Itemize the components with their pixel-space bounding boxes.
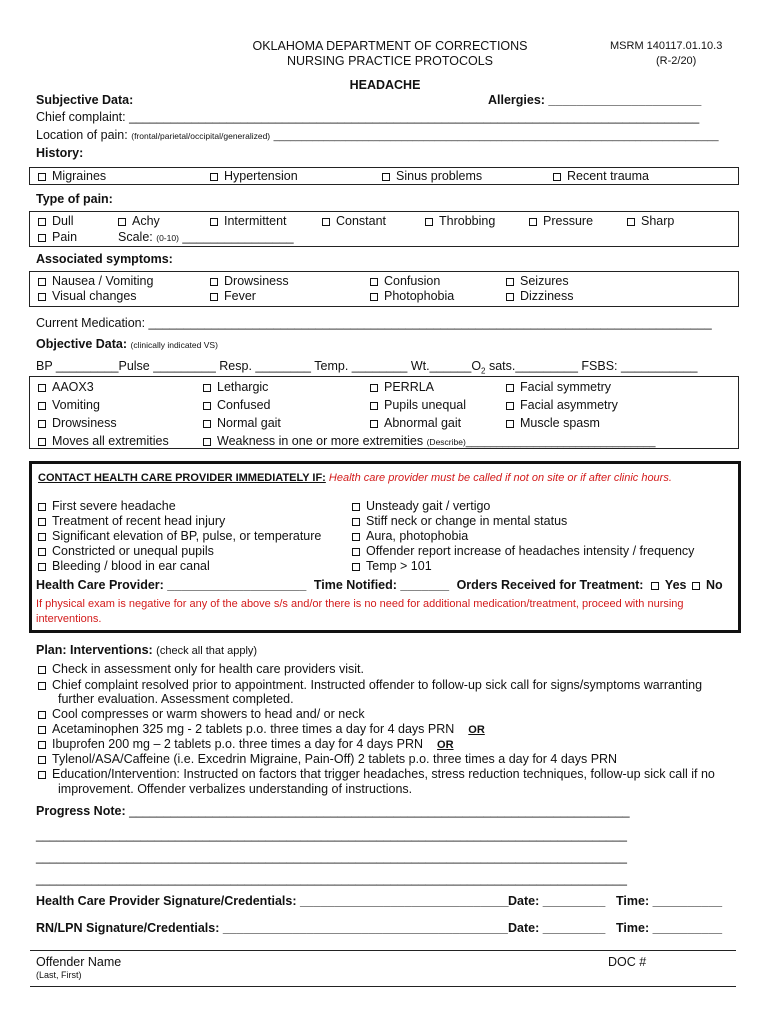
offender-name-hint: (Last, First) bbox=[36, 970, 82, 980]
assoc-photophobia[interactable]: Photophobia bbox=[370, 289, 454, 303]
doc-number-label[interactable]: DOC # bbox=[608, 955, 647, 969]
obj-moves-extremities[interactable]: Moves all extremities bbox=[38, 434, 169, 448]
checkbox-icon[interactable] bbox=[553, 173, 561, 181]
checkbox-icon[interactable] bbox=[322, 218, 330, 226]
pain-pain[interactable]: Pain bbox=[38, 230, 77, 244]
history-label: History: bbox=[36, 146, 84, 160]
offender-name-label[interactable]: Offender Name bbox=[36, 955, 122, 969]
checkbox-icon[interactable] bbox=[38, 771, 46, 779]
assoc-confusion[interactable]: Confusion bbox=[370, 274, 440, 288]
pain-type-label: Type of pain: bbox=[36, 192, 113, 206]
provider-field[interactable]: Health Care Provider: ____________________ bbox=[36, 578, 307, 592]
hcp-date-field[interactable]: Date: _________ bbox=[508, 894, 606, 908]
contact-offender-report[interactable]: Offender report increase of headaches intensity / frequency bbox=[352, 544, 694, 558]
checkbox-icon[interactable] bbox=[38, 518, 46, 526]
obj-vomiting[interactable]: Vomiting bbox=[38, 398, 100, 412]
plan-ibuprofen[interactable]: Ibuprofen 200 mg – 2 tablets p.o. three times a day for 4 days PRN OR bbox=[38, 737, 454, 751]
chief-complaint-field[interactable]: Chief complaint: __________________________________________________________________________________ bbox=[36, 110, 700, 124]
obj-normal-gait[interactable]: Normal gait bbox=[203, 416, 281, 430]
checkbox-icon[interactable] bbox=[370, 293, 378, 301]
checkbox-icon[interactable] bbox=[38, 756, 46, 764]
pain-pressure[interactable]: Pressure bbox=[529, 214, 593, 228]
time-notified-field[interactable]: Time Notified: _______ bbox=[313, 578, 450, 592]
checkbox-icon[interactable] bbox=[506, 293, 514, 301]
plan-education-cont: improvement. Offender verbalizes understanding of instructions. bbox=[58, 782, 413, 796]
checkbox-icon[interactable] bbox=[352, 548, 360, 556]
checkbox-icon[interactable] bbox=[38, 503, 46, 511]
checkbox-icon[interactable] bbox=[118, 218, 126, 226]
assoc-visual[interactable]: Visual changes bbox=[38, 289, 137, 303]
checkbox-icon[interactable] bbox=[506, 384, 514, 392]
obj-pupils-unequal[interactable]: Pupils unequal bbox=[370, 398, 466, 412]
checkbox-icon[interactable] bbox=[203, 384, 211, 392]
allergies-field[interactable]: Allergies: ______________________ bbox=[488, 93, 702, 107]
contact-aura[interactable]: Aura, photophobia bbox=[352, 529, 468, 543]
checkbox-icon[interactable] bbox=[38, 218, 46, 226]
checkbox-icon[interactable] bbox=[38, 548, 46, 556]
progress-line[interactable]: _____________________________________________________________________________________ bbox=[36, 850, 627, 864]
contact-warning: If physical exam is negative for any of the above s/s and/or there is no need for additional medication/treatment, proceed with nursing interventions. bbox=[36, 598, 684, 625]
or-label: OR bbox=[468, 724, 485, 736]
obj-abnormal-gait[interactable]: Abnormal gait bbox=[370, 416, 461, 430]
obj-confused[interactable]: Confused bbox=[203, 398, 271, 412]
checkbox-icon[interactable] bbox=[203, 438, 211, 446]
plan-resolved-cont: further evaluation. Assessment completed. bbox=[58, 692, 294, 706]
checkbox-icon[interactable] bbox=[38, 402, 46, 410]
contact-head-injury[interactable]: Treatment of recent head injury bbox=[38, 514, 225, 528]
history-migraines[interactable]: Migraines bbox=[38, 169, 106, 183]
checkbox-icon[interactable] bbox=[38, 234, 46, 242]
orders-label: Orders Received for Treatment: bbox=[456, 578, 644, 592]
plan-compresses[interactable]: Cool compresses or warm showers to head and/ or neck bbox=[38, 707, 365, 721]
location-label: Location of pain: bbox=[36, 128, 128, 142]
location-line: ________________________________________________________________________________ bbox=[273, 131, 719, 142]
checkbox-icon[interactable] bbox=[210, 293, 218, 301]
checkbox-icon[interactable] bbox=[529, 218, 537, 226]
pain-scale-field[interactable]: Scale: (0-10) ________________ bbox=[118, 230, 294, 244]
location-hint: (frontal/parietal/occipital/generalized) bbox=[131, 131, 271, 141]
checkbox-icon[interactable] bbox=[38, 666, 46, 674]
obj-lethargic[interactable]: Lethargic bbox=[203, 380, 268, 394]
checkbox-icon[interactable] bbox=[38, 682, 46, 690]
checkbox-icon[interactable] bbox=[38, 293, 46, 301]
footer-top-divider bbox=[30, 950, 736, 951]
plan-education[interactable]: Education/Intervention: Instructed on factors that trigger headaches, stress reduction techniques, follow-up sick call if no bbox=[38, 767, 715, 781]
pain-throbbing[interactable]: Throbbing bbox=[425, 214, 495, 228]
history-hypertension[interactable]: Hypertension bbox=[210, 169, 298, 183]
assoc-label: Associated symptoms: bbox=[36, 252, 173, 266]
plan-acetaminophen[interactable]: Acetaminophen 325 mg - 2 tablets p.o. three times a day for 4 days PRN OR bbox=[38, 722, 485, 736]
orders-yes[interactable]: Yes bbox=[651, 578, 687, 592]
checkbox-icon[interactable] bbox=[352, 533, 360, 541]
progress-line[interactable]: _____________________________________________________________________________________ bbox=[36, 828, 627, 842]
obj-weakness[interactable]: Weakness in one or more extremities (Describe)_______________________________ bbox=[203, 434, 655, 448]
department-title: OKLAHOMA DEPARTMENT OF CORRECTIONS bbox=[252, 39, 528, 53]
contact-elevation[interactable]: Significant elevation of BP, pulse, or temperature bbox=[38, 529, 321, 543]
checkbox-icon[interactable] bbox=[370, 420, 378, 428]
pain-achy[interactable]: Achy bbox=[118, 214, 160, 228]
checkbox-icon[interactable] bbox=[203, 420, 211, 428]
orders-no[interactable]: No bbox=[692, 578, 723, 592]
checkbox-icon[interactable] bbox=[370, 384, 378, 392]
checkbox-icon[interactable] bbox=[651, 582, 659, 590]
subjective-label: Subjective Data: bbox=[36, 93, 134, 107]
objective-header: Objective Data: (clinically indicated VS) bbox=[36, 337, 218, 351]
checkbox-icon[interactable] bbox=[210, 173, 218, 181]
obj-perrla[interactable]: PERRLA bbox=[370, 380, 434, 394]
contact-unsteady[interactable]: Unsteady gait / vertigo bbox=[352, 499, 490, 513]
plan-resolved[interactable]: Chief complaint resolved prior to appointment. Instructed offender to follow-up sick call for signs/symptoms warranting bbox=[38, 678, 702, 692]
progress-line[interactable]: _____________________________________________________________________________________ bbox=[36, 872, 627, 886]
assoc-seizures[interactable]: Seizures bbox=[506, 274, 569, 288]
contact-bleeding[interactable]: Bleeding / blood in ear canal bbox=[38, 559, 210, 573]
checkbox-icon[interactable] bbox=[506, 402, 514, 410]
pain-intermittent[interactable]: Intermittent bbox=[210, 214, 287, 228]
plan-header: Plan: Interventions: (check all that apply) bbox=[36, 643, 258, 657]
checkbox-icon[interactable] bbox=[38, 741, 46, 749]
pain-sharp[interactable]: Sharp bbox=[627, 214, 674, 228]
obj-facial-asymmetry[interactable]: Facial asymmetry bbox=[506, 398, 618, 412]
location-of-pain-field[interactable] bbox=[36, 128, 719, 142]
hcp-time-field[interactable]: Time: __________ bbox=[616, 894, 723, 908]
checkbox-icon[interactable] bbox=[38, 420, 46, 428]
obj-facial-symmetry[interactable]: Facial symmetry bbox=[506, 380, 611, 394]
plan-tylenol[interactable]: Tylenol/ASA/Caffeine (i.e. Excedrin Migraine, Pain-Off) 2 tablets p.o. three times a day for 4 days PRN bbox=[38, 752, 617, 766]
contact-stiff-neck[interactable]: Stiff neck or change in mental status bbox=[352, 514, 567, 528]
plan-check-in[interactable]: Check in assessment only for health care providers visit. bbox=[38, 662, 364, 676]
progress-note-field[interactable]: Progress Note: ________________________________________________________________________ bbox=[36, 804, 630, 818]
checkbox-icon[interactable] bbox=[38, 173, 46, 181]
checkbox-icon[interactable] bbox=[38, 384, 46, 392]
current-medication-field[interactable]: Current Medication: _________________________________________________________________________________ bbox=[36, 316, 712, 330]
checkbox-icon[interactable] bbox=[38, 563, 46, 571]
vitals-line[interactable]: BP _________Pulse _________ Resp. ________ Temp. ________ $Wt.\_\_\_\_\_\_O_2$ sats._________ FSBS: ___________ bbox=[36, 359, 698, 376]
rn-date-field[interactable]: Date: _________ bbox=[508, 921, 606, 935]
rn-time-field[interactable]: Time: __________ bbox=[616, 921, 723, 935]
checkbox-icon[interactable] bbox=[38, 278, 46, 286]
checkbox-icon[interactable] bbox=[692, 582, 700, 590]
checkbox-icon[interactable] bbox=[382, 173, 390, 181]
assoc-nausea[interactable]: Nausea / Vomiting bbox=[38, 274, 153, 288]
revision: (R-2/20) bbox=[656, 55, 697, 67]
contact-temp[interactable]: Temp > 101 bbox=[352, 559, 432, 573]
or-label: OR bbox=[437, 739, 454, 751]
checkbox-icon[interactable] bbox=[506, 420, 514, 428]
assoc-drowsiness[interactable]: Drowsiness bbox=[210, 274, 289, 288]
checkbox-icon[interactable] bbox=[352, 518, 360, 526]
checkbox-icon[interactable] bbox=[38, 711, 46, 719]
checkbox-icon[interactable] bbox=[352, 503, 360, 511]
form-code: MSRM 140117.01.10.3 bbox=[610, 40, 723, 52]
checkbox-icon[interactable] bbox=[38, 438, 46, 446]
assoc-dizziness[interactable]: Dizziness bbox=[506, 289, 574, 303]
obj-muscle-spasm[interactable]: Muscle spasm bbox=[506, 416, 600, 430]
contact-provider-line bbox=[36, 578, 723, 592]
checkbox-icon[interactable] bbox=[506, 278, 514, 286]
assoc-fever[interactable]: Fever bbox=[210, 289, 256, 303]
checkbox-icon[interactable] bbox=[38, 726, 46, 734]
contact-first-severe[interactable]: First severe headache bbox=[38, 499, 176, 513]
checkbox-icon[interactable] bbox=[38, 533, 46, 541]
history-sinus[interactable]: Sinus problems bbox=[382, 169, 482, 183]
protocol-subtitle: NURSING PRACTICE PROTOCOLS bbox=[286, 54, 494, 68]
contact-heading-line: CONTACT HEALTH CARE PROVIDER IMMEDIATELY IF: Health care provider must be called if not on site or if after clinic hours. bbox=[38, 472, 672, 484]
obj-drowsiness[interactable]: Drowsiness bbox=[38, 416, 117, 430]
checkbox-icon[interactable] bbox=[627, 218, 635, 226]
rn-signature-field[interactable]: RN/LPN Signature/Credentials: _________________________________________ bbox=[36, 921, 508, 935]
checkbox-icon[interactable] bbox=[370, 402, 378, 410]
history-trauma[interactable]: Recent trauma bbox=[553, 169, 649, 183]
checkbox-icon[interactable] bbox=[203, 402, 211, 410]
checkbox-icon[interactable] bbox=[352, 563, 360, 571]
checkbox-icon[interactable] bbox=[210, 278, 218, 286]
pain-constant[interactable]: Constant bbox=[322, 214, 386, 228]
obj-aaox3[interactable]: AAOX3 bbox=[38, 380, 94, 394]
hcp-signature-field[interactable]: Health Care Provider Signature/Credentials: ______________________________ bbox=[36, 894, 509, 908]
pain-dull[interactable]: Dull bbox=[38, 214, 74, 228]
form-title: HEADACHE bbox=[349, 78, 421, 92]
footer-bottom-divider bbox=[30, 986, 736, 987]
checkbox-icon[interactable] bbox=[210, 218, 218, 226]
checkbox-icon[interactable] bbox=[370, 278, 378, 286]
contact-pupils[interactable]: Constricted or unequal pupils bbox=[38, 544, 214, 558]
checkbox-icon[interactable] bbox=[425, 218, 433, 226]
